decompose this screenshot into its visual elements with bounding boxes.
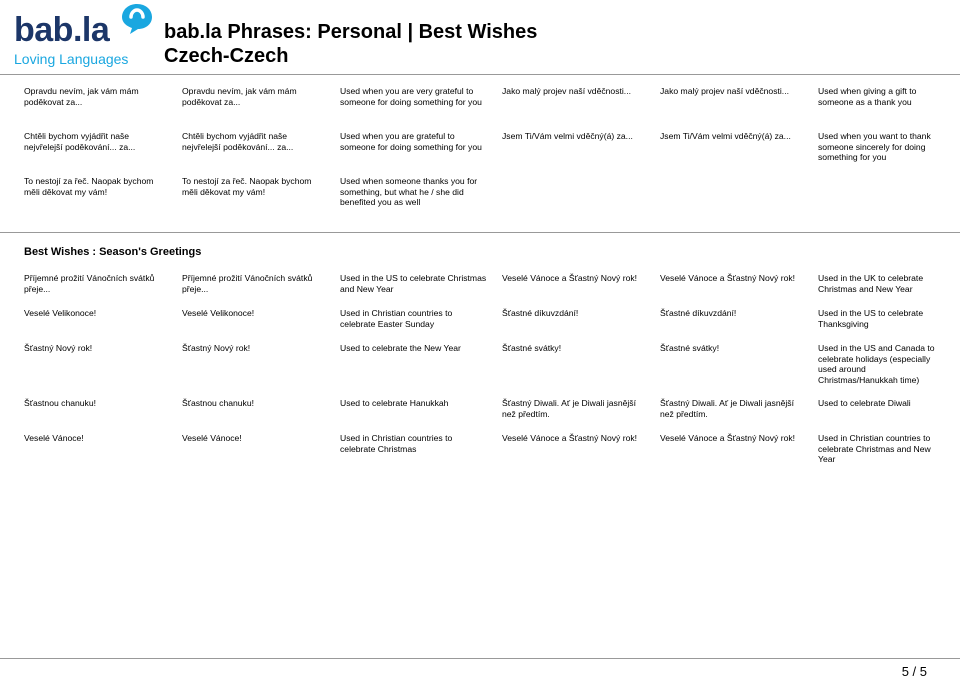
phrase-target: Příjemné prožití Vánočních svátků přeje... [182, 273, 313, 294]
phrase-source: Jako malý projev naší vděčnosti... [502, 86, 631, 96]
phrase-target: Chtěli bychom vyjádřit naše nejvřelejší poděkování... za... [182, 131, 294, 152]
phrase-source: Veselé Velikonoce! [24, 308, 97, 318]
phrase-target: Veselé Vánoce a Šťastný Nový rok! [660, 273, 796, 283]
babla-logo[interactable] [14, 4, 150, 66]
page-title [164, 20, 537, 68]
phrase-source: Chtěli bychom vyjádřit naše nejvřelejší poděkování... za... [24, 131, 136, 152]
phrase-usage: Used in the US to celebrate Christmas and New Year [340, 273, 487, 294]
page-title-line1: bab.la Phrases: Personal | Best Wishes [164, 21, 538, 43]
phrase-target: Jsem Ti/Vám velmi vděčný(á) za... [660, 131, 791, 141]
phrase-target: Jako malý projev naší vděčnosti... [660, 86, 789, 96]
phrase-target: Veselé Velikonoce! [182, 308, 255, 318]
phrase-source: Veselé Vánoce a Šťastný Nový rok! [502, 273, 638, 283]
section-title: Best Wishes : Season's Greetings [24, 246, 202, 258]
phrase-source: Opravdu nevím, jak vám mám poděkovat za... [24, 86, 139, 107]
phrase-usage: Used to celebrate Diwali [818, 398, 911, 408]
phrase-usage: Used to celebrate the New Year [340, 343, 461, 353]
phrase-usage: Used in the US to celebrate Thanksgiving [818, 308, 924, 329]
phrase-source: Šťastný Nový rok! [24, 343, 93, 353]
phrase-target: Veselé Vánoce a Šťastný Nový rok! [660, 433, 796, 443]
phrase-source: Šťastný Diwali. Ať je Diwali jasnější než předtím. [502, 398, 636, 419]
phrase-usage: Used in the US and Canada to celebrate holidays (especially used around Christmas/Hanukkah time) [818, 343, 935, 385]
phrase-source: Jsem Ti/Vám velmi vděčný(á) za... [502, 131, 633, 141]
phrase-source: Veselé Vánoce! [24, 433, 84, 443]
phrase-usage: Used in Christian countries to celebrate Christmas [340, 433, 453, 454]
phrase-source: Příjemné prožití Vánočních svátků přeje... [24, 273, 155, 294]
phrase-source: Šťastné svátky! [502, 343, 562, 353]
phrase-usage: Used in the UK to celebrate Christmas and New Year [818, 273, 924, 294]
phrase-target: Šťastný Nový rok! [182, 343, 251, 353]
phrase-target: Šťastné svátky! [660, 343, 720, 353]
phrase-target: Opravdu nevím, jak vám mám poděkovat za... [182, 86, 297, 107]
phrase-usage: Used when giving a gift to someone as a thank you [818, 86, 917, 107]
footer-divider [0, 658, 960, 659]
top-divider [0, 74, 960, 75]
phrase-usage: Used when you are grateful to someone for doing something for you [340, 131, 482, 152]
phrase-target: Šťastnou chanuku! [182, 398, 255, 408]
phrase-usage: Used to celebrate Hanukkah [340, 398, 449, 408]
phrase-target: Šťastný Diwali. Ať je Diwali jasnější než předtím. [660, 398, 794, 419]
phrase-source: Veselé Vánoce a Šťastný Nový rok! [502, 433, 638, 443]
logo-text: bab.la [14, 11, 110, 49]
phrase-usage: Used in Christian countries to celebrate Easter Sunday [340, 308, 453, 329]
phrase-usage: Used when someone thanks you for something, but what he / she did benefited you as well [340, 176, 478, 207]
phrase-usage: Used when you want to thank someone sincerely for doing something for you [818, 131, 931, 162]
phrase-source: To nestojí za řeč. Naopak bychom měli děkovat my vám! [24, 176, 154, 197]
phrase-source: Šťastné díkuvzdání! [502, 308, 579, 318]
phrase-target: Šťastné díkuvzdání! [660, 308, 737, 318]
logo-tagline: Loving Languages [14, 51, 129, 67]
phrase-target: Veselé Vánoce! [182, 433, 242, 443]
page-indicator: 5 / 5 [901, 664, 927, 679]
phrase-source: Šťastnou chanuku! [24, 398, 97, 408]
phrase-usage: Used in Christian countries to celebrate Christmas and New Year [818, 433, 931, 464]
phrase-usage: Used when you are very grateful to someone for doing something for you [340, 86, 482, 107]
section-divider [0, 232, 960, 233]
phrase-target: To nestojí za řeč. Naopak bychom měli děkovat my vám! [182, 176, 312, 197]
page-title-line2: Czech-Czech [164, 45, 289, 67]
speech-bubble-icon [120, 2, 154, 36]
